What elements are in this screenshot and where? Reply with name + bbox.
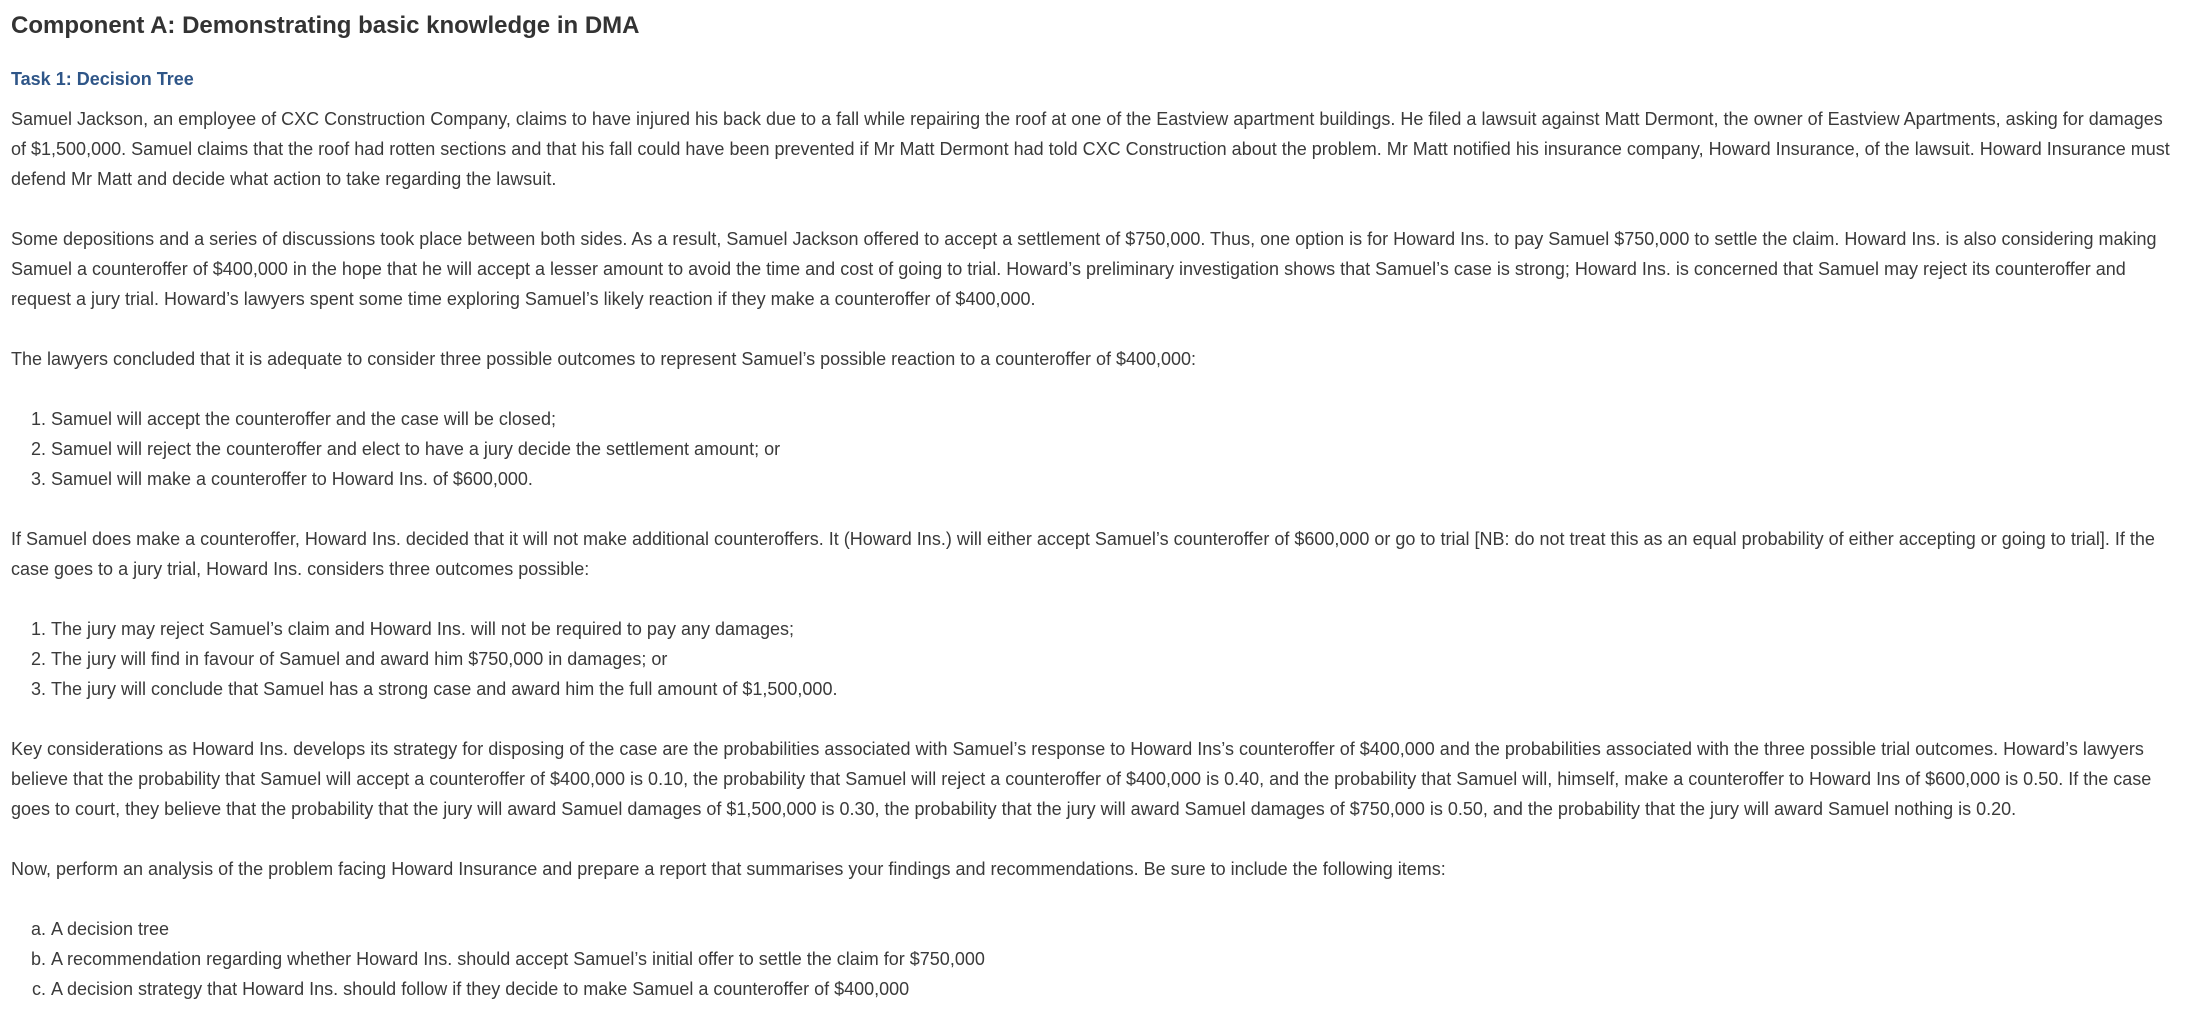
paragraph-instructions: Now, perform an analysis of the problem facing Howard Insurance and prepare a report that summarises your findings and recommendations. Be sure to include the following items: bbox=[11, 859, 1446, 879]
paragraph-counteroffer: If Samuel does make a counteroffer, Howard Ins. decided that it will not make additional counteroffers. It (Howard Ins.) will either accept Samuel’s counteroffer of $600,000 or go to trial [NB: do not treat this as an equal probability of either accepting or going to trial]. If the case goes to a jury trial, Howard Ins. considers three outcomes possible: bbox=[11, 529, 2155, 579]
paragraph-background: Samuel Jackson, an employee of CXC Construction Company, claims to have injured his back due to a fall while repairing the roof at one of the Eastview apartment buildings. He filed a lawsuit against Matt Dermont, the owner of Eastview Apartments, asking for damages of $1,500,000. Samuel claims that the roof had rotten sections and that his fall could have been prevented if Mr Matt Dermont had told CXC Construction about the problem. Mr Matt notified his insurance company, Howard Insurance, of the lawsuit. Howard Insurance must defend Mr Matt and decide what action to take regarding the lawsuit. bbox=[11, 109, 2170, 189]
reaction-list bbox=[11, 404, 2179, 494]
paragraph-outcomes-intro: The lawyers concluded that it is adequate to consider three possible outcomes to represent Samuel’s possible reaction to a counteroffer of $400,000: bbox=[11, 349, 1197, 369]
task-title: Task 1: Decision Tree bbox=[11, 69, 194, 89]
list-item: 2. Samuel will reject the counteroffer and elect to have a jury decide the settlement amount; or bbox=[51, 434, 2179, 464]
list-item: 1. Samuel will accept the counteroffer and the case will be closed; bbox=[51, 404, 2179, 434]
page-title: Component A: Demonstrating basic knowledge in DMA bbox=[11, 12, 640, 39]
list-item: 1. The jury may reject Samuel’s claim and Howard Ins. will not be required to pay any damages; bbox=[51, 614, 2179, 644]
list-item: a. A decision tree bbox=[51, 914, 2179, 944]
list-item: 3. Samuel will make a counteroffer to Howard Ins. of $600,000. bbox=[51, 464, 2179, 494]
paragraph-settlement: Some depositions and a series of discussions took place between both sides. As a result, Samuel Jackson offered to accept a settlement of $750,000. Thus, one option is for Howard Ins. to pay Samuel $750,000 to settle the claim. Howard Ins. is also considering making Samuel a counteroffer of $400,000 in the hope that he will accept a lesser amount to avoid the time and cost of going to trial. Howard’s preliminary investigation shows that Samuel’s case is strong; Howard Ins. is concerned that Samuel may reject its counteroffer and request a jury trial. Howard’s lawyers spent some time exploring Samuel’s likely reaction if they make a counteroffer of $400,000. bbox=[11, 229, 2157, 309]
list-item: b. A recommendation regarding whether Howard Ins. should accept Samuel’s initial offer to settle the claim for $750,000 bbox=[51, 944, 2179, 974]
report-items-list bbox=[11, 914, 2179, 1004]
list-item: c. A decision strategy that Howard Ins. should follow if they decide to make Samuel a counteroffer of $400,000 bbox=[51, 974, 2179, 1004]
list-item: 2. The jury will find in favour of Samuel and award him $750,000 in damages; or bbox=[51, 644, 2179, 674]
trial-outcome-list bbox=[11, 614, 2179, 704]
list-item: 3. The jury will conclude that Samuel has a strong case and award him the full amount of $1,500,000. bbox=[51, 674, 2179, 704]
paragraph-probabilities: Key considerations as Howard Ins. develops its strategy for disposing of the case are the probabilities associated with Samuel’s response to Howard Ins’s counteroffer of $400,000 and the probabilities associated with the three possible trial outcomes. Howard’s lawyers believe that the probability that Samuel will accept a counteroffer of $400,000 is 0.10, the probability that Samuel will reject a counteroffer of $400,000 is 0.40, and the probability that Samuel will, himself, make a counteroffer to Howard Ins of $600,000 is 0.50. If the case goes to court, they believe that the probability that the jury will award Samuel damages of $1,500,000 is 0.30, the probability that the jury will award Samuel damages of $750,000 is 0.50, and the probability that the jury will award Samuel nothing is 0.20. bbox=[11, 739, 2152, 819]
